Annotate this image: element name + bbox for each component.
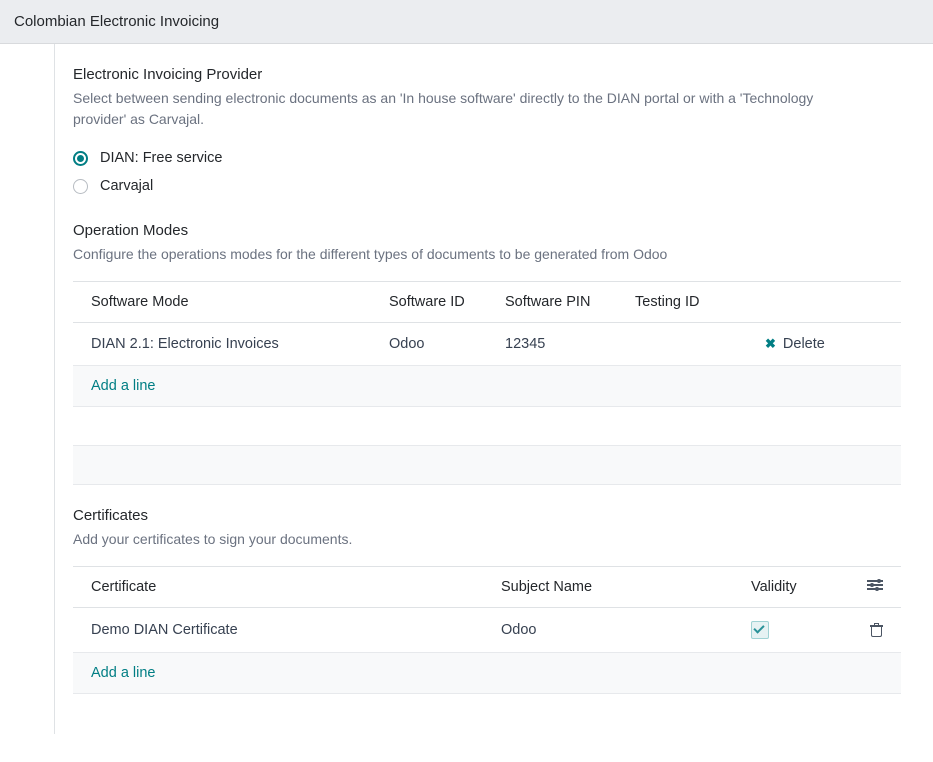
add-line-row[interactable] — [73, 653, 901, 694]
cell-subject-name[interactable]: Odoo — [483, 608, 733, 653]
delete-label: Delete — [782, 336, 825, 352]
cell-validity[interactable] — [733, 608, 843, 653]
column-actions — [747, 282, 901, 323]
section-certificates — [73, 485, 933, 694]
certificates-title: Certificates — [73, 507, 149, 524]
cell-software-id[interactable]: Odoo — [371, 323, 487, 366]
add-a-line-button[interactable]: Add a line — [91, 665, 156, 681]
table-row[interactable] — [73, 323, 901, 366]
close-icon: ✖ — [765, 336, 776, 351]
cell-delete[interactable] — [843, 608, 901, 653]
validity-checkbox[interactable] — [751, 621, 769, 639]
certificates-table — [73, 566, 901, 694]
column-subject-name[interactable]: Subject Name — [483, 567, 733, 608]
add-line-row[interactable] — [73, 366, 901, 407]
add-line-cell[interactable] — [73, 366, 901, 407]
provider-description: Select between sending electronic documents as an 'In house software' directly to the DIAN portal or with a 'Technology provider' as Carvajal. — [73, 90, 814, 127]
column-software-mode[interactable]: Software Mode — [73, 282, 371, 323]
add-a-line-button[interactable]: Add a line — [91, 378, 156, 394]
section-provider — [73, 44, 933, 200]
page-title: Colombian Electronic Invoicing — [14, 13, 220, 30]
column-certificate[interactable]: Certificate — [73, 567, 483, 608]
table-header-row — [73, 567, 901, 608]
table-row[interactable] — [73, 608, 901, 653]
certificates-description: Add your certificates to sign your documents. — [73, 531, 353, 547]
operation-modes-description: Configure the operations modes for the different types of documents to be generated from Odoo — [73, 246, 668, 262]
settings-block — [54, 44, 933, 734]
cell-certificate[interactable]: Demo DIAN Certificate — [73, 608, 483, 653]
table-header-row — [73, 282, 901, 323]
radio-unselected-icon[interactable] — [73, 179, 88, 194]
delete-row-button[interactable] — [747, 323, 901, 366]
column-optional-fields[interactable] — [843, 567, 901, 608]
empty-row — [73, 446, 901, 485]
column-testing-id[interactable]: Testing ID — [617, 282, 747, 323]
radio-carvajal[interactable] — [73, 172, 933, 200]
add-line-cell[interactable] — [73, 653, 901, 694]
column-software-id[interactable]: Software ID — [371, 282, 487, 323]
provider-radio-group[interactable] — [73, 144, 933, 200]
provider-title: Electronic Invoicing Provider — [73, 66, 263, 83]
radio-label: DIAN: Free service — [100, 150, 223, 166]
sliders-icon[interactable] — [867, 579, 883, 591]
section-operation-modes — [73, 200, 933, 485]
cell-software-mode[interactable]: DIAN 2.1: Electronic Invoices — [73, 323, 371, 366]
column-validity[interactable]: Validity — [733, 567, 843, 608]
page-header — [0, 0, 933, 44]
radio-dian-free-service[interactable] — [73, 144, 933, 172]
trash-icon[interactable] — [870, 623, 883, 637]
empty-row — [73, 407, 901, 446]
radio-label: Carvajal — [100, 178, 154, 194]
column-software-pin[interactable]: Software PIN — [487, 282, 617, 323]
operation-modes-title: Operation Modes — [73, 222, 189, 239]
settings-content — [0, 44, 933, 734]
radio-selected-icon[interactable] — [73, 151, 88, 166]
operation-modes-table — [73, 281, 901, 485]
cell-software-pin[interactable]: 12345 — [487, 323, 617, 366]
cell-testing-id[interactable] — [617, 323, 747, 366]
